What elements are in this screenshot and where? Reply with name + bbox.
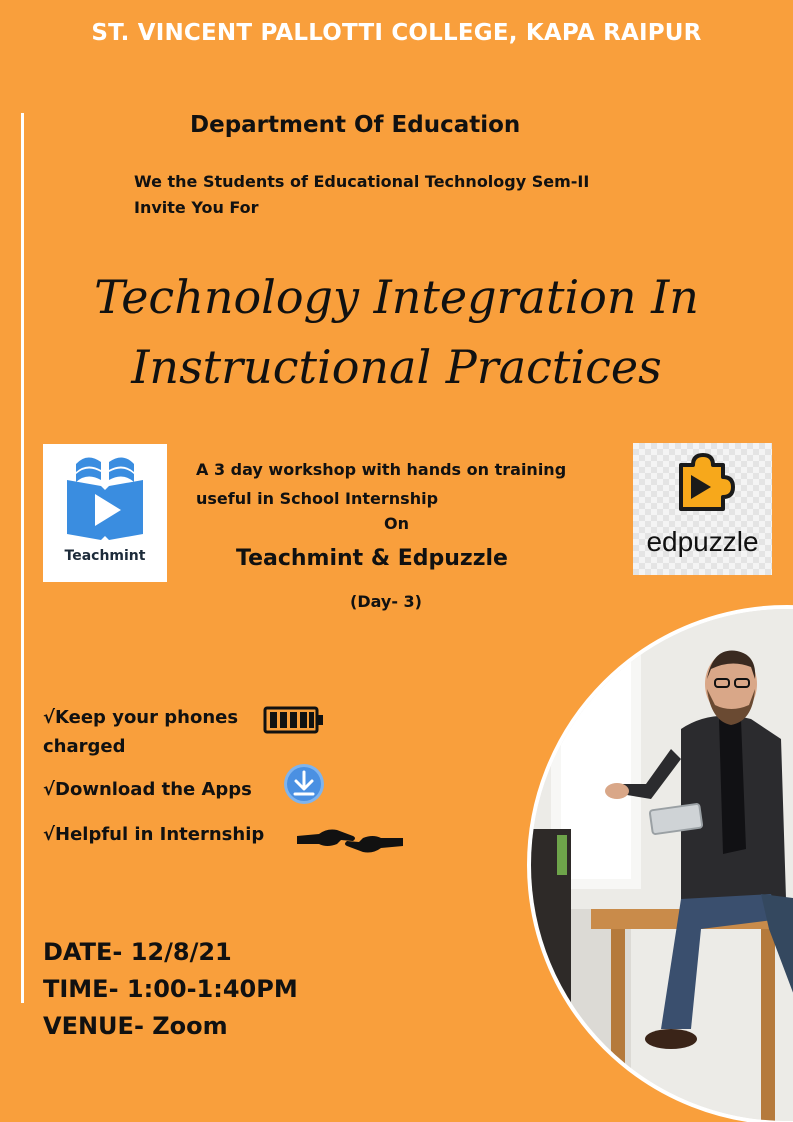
handshake-icon <box>297 824 403 858</box>
teachmint-logo <box>43 444 167 582</box>
edpuzzle-puzzle-icon <box>633 443 772 523</box>
workshop-day: (Day- 3) <box>350 592 422 611</box>
invite-line-2: Invite You For <box>134 198 259 217</box>
edpuzzle-logo <box>633 443 772 575</box>
invite-line-1: We the Students of Educational Technology Sem-II <box>134 172 590 191</box>
event-date: DATE- 12/8/21 <box>43 938 232 966</box>
tip-internship: √Helpful in Internship <box>43 824 265 845</box>
edpuzzle-label: edpuzzle <box>646 526 759 557</box>
battery-icon <box>263 706 325 734</box>
workshop-apps: Teachmint & Edpuzzle <box>236 546 508 571</box>
tip-download-apps: √Download the Apps <box>43 779 252 800</box>
event-time: TIME- 1:00-1:40PM <box>43 975 298 1003</box>
workshop-on: On <box>384 514 409 533</box>
department-title: Department Of Education <box>190 112 521 138</box>
presenter-photo <box>527 605 793 1122</box>
event-title <box>0 262 793 402</box>
presenter-illustration <box>531 609 793 1122</box>
event-venue: VENUE- Zoom <box>43 1012 228 1040</box>
download-icon <box>283 763 325 805</box>
workshop-line-2: useful in School Internship <box>196 489 439 508</box>
tip-charge-phones: √Keep your phones charged <box>43 707 239 757</box>
teachmint-label: Teachmint <box>64 548 146 564</box>
workshop-description <box>196 455 566 513</box>
teachmint-book-icon <box>43 444 167 544</box>
left-divider-line <box>21 113 24 1003</box>
event-title-line-1: Technology Integration In <box>94 270 699 324</box>
event-title-line-2: Instructional Practices <box>131 340 662 394</box>
college-name: ST. VINCENT PALLOTTI COLLEGE, KAPA RAIPUR <box>91 20 702 46</box>
invite-text <box>134 169 589 221</box>
workshop-line-1: A 3 day workshop with hands on training <box>196 460 567 479</box>
